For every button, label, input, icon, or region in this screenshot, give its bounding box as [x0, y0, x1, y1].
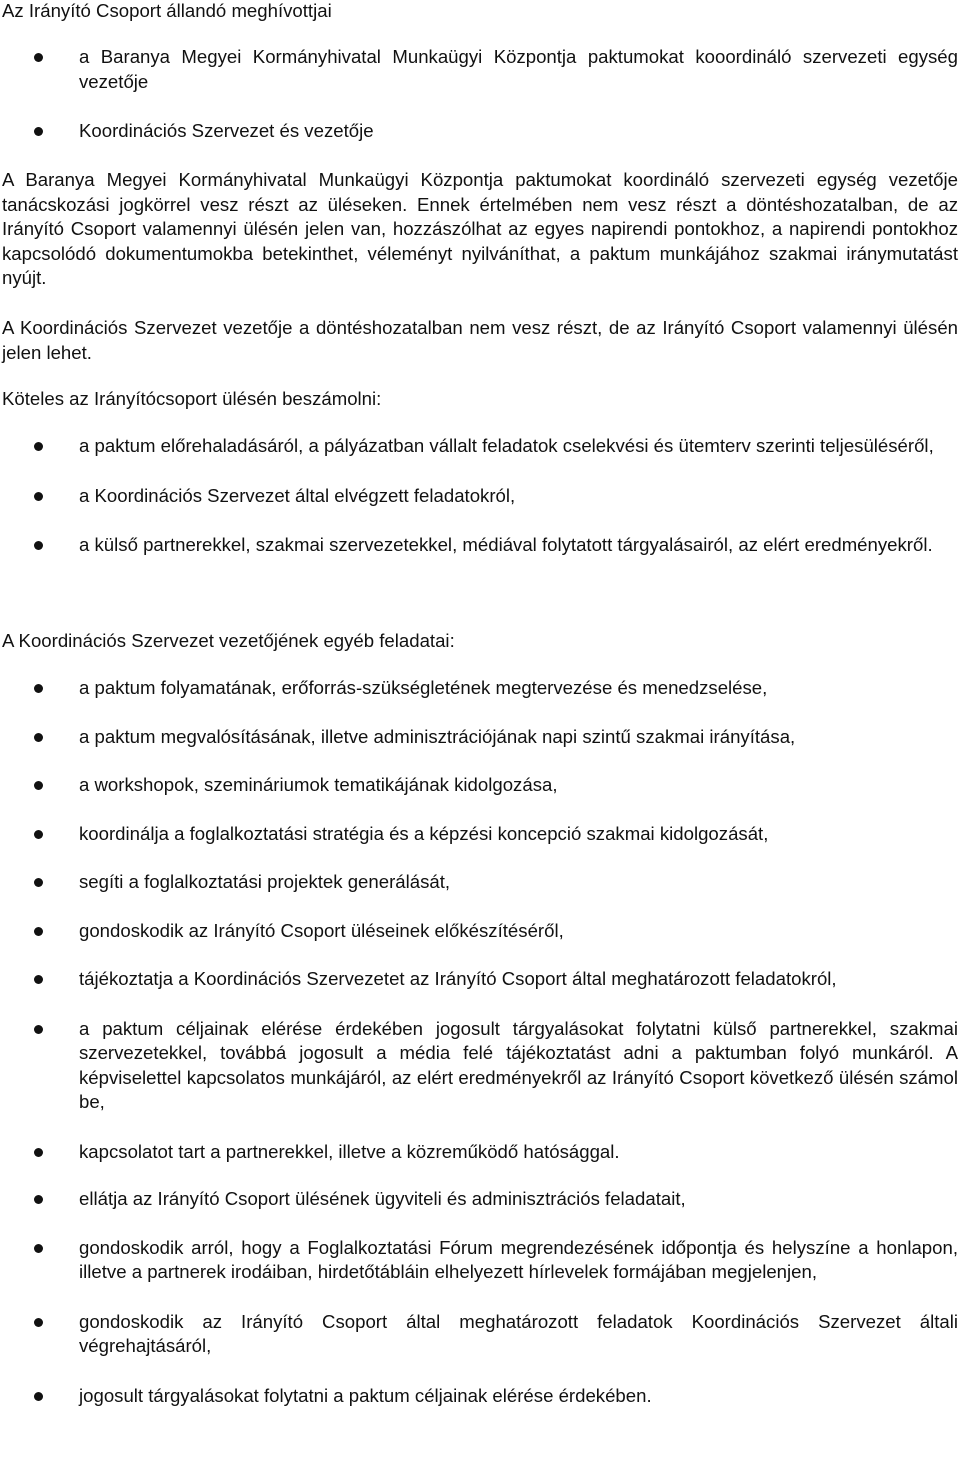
section-heading: Az Irányító Csoport állandó meghívottjai — [2, 0, 332, 21]
list-item: a paktum megvalósításának, illetve adminisztrációjának napi szintű szakmai irányítása, — [0, 725, 960, 750]
paragraph: A Baranya Megyei Kormányhivatal Munkaügyi Központja paktumokat koordináló szervezeti egység vezetője tanácskozási jogkörrel vesz részt az üléseken. Ennek értelmében nem vesz részt a döntéshozatalban, de az Irányító Csoport valamennyi ülésén jelen van, hozzászólhat az egyes napirendi pontokhoz, a napirendi pontokhoz kapcsolódó dokumentumokba betekinthet, véleményt nyilváníthat, a paktum munkájához szakmai iránymutatást nyújt. — [2, 169, 958, 288]
list-item: gondoskodik arról, hogy a Foglalkoztatási Fórum megrendezésének időpontja és helyszíne a honlapon, illetve a partnerek irodáiban, hirdetőtábláin elhelyezett hírlevelek formájában megjelenjen, — [0, 1236, 960, 1285]
bullet-icon — [34, 492, 43, 501]
bullet-icon — [34, 541, 43, 550]
bullet-icon — [34, 975, 43, 984]
paragraph: A Koordinációs Szervezet vezetőjének egyéb feladatai: — [2, 630, 455, 651]
list-item: a Koordinációs Szervezet által elvégzett feladatokról, — [0, 484, 960, 509]
bullet-icon — [34, 1148, 43, 1157]
paragraph: Köteles az Irányítócsoport ülésén beszámolni: — [2, 388, 382, 409]
bullet-icon — [34, 830, 43, 839]
list-item: segíti a foglalkoztatási projektek generálását, — [0, 870, 960, 895]
list-item: a workshopok, szemináriumok tematikájának kidolgozása, — [0, 773, 960, 798]
paragraph: A Koordinációs Szervezet vezetője a döntéshozatalban nem vesz részt, de az Irányító Csoport valamennyi ülésén jelen lehet. — [2, 317, 958, 363]
list-item: gondoskodik az Irányító Csoport által meghatározott feladatok Koordinációs Szervezet általi végrehajtásáról, — [0, 1310, 960, 1359]
list-item: tájékoztatja a Koordinációs Szervezetet az Irányító Csoport által meghatározott feladatokról, — [0, 967, 960, 992]
bullet-icon — [34, 781, 43, 790]
invitees-list — [0, 45, 960, 144]
list-item: Koordinációs Szervezet és vezetője — [0, 119, 960, 144]
bullet-icon — [34, 53, 43, 62]
list-item: jogosult tárgyalásokat folytatni a paktum céljainak elérése érdekében. — [0, 1384, 960, 1409]
list-item: a külső partnerekkel, szakmai szervezetekkel, médiával folytatott tárgyalásairól, az elért eredményekről. — [0, 533, 960, 558]
list-item: a paktum folyamatának, erőforrás-szükségletének megtervezése és menedzselése, — [0, 676, 960, 701]
bullet-icon — [34, 1318, 43, 1327]
list-item: ellátja az Irányító Csoport ülésének ügyviteli és adminisztrációs feladatait, — [0, 1187, 960, 1212]
list-item: a Baranya Megyei Kormányhivatal Munkaügyi Központja paktumokat kooordináló szervezeti egység vezetője — [0, 45, 960, 94]
bullet-icon — [34, 878, 43, 887]
bullet-icon — [34, 733, 43, 742]
bullet-icon — [34, 927, 43, 936]
list-item: gondoskodik az Irányító Csoport üléseinek előkészítéséről, — [0, 919, 960, 944]
bullet-icon — [34, 1195, 43, 1204]
bullet-icon — [34, 1392, 43, 1401]
bullet-icon — [34, 442, 43, 451]
list-item: a paktum előrehaladásáról, a pályázatban vállalt feladatok cselekvési és ütemterv szerinti teljesüléséről, — [0, 434, 960, 459]
bullet-icon — [34, 127, 43, 136]
list-item: a paktum céljainak elérése érdekében jogosult tárgyalásokat folytatni külső partnerekkel, szakmai szervezetekkel, továbbá jogosult a média felé tájékoztatást adni a paktumban folyó munkáról. A képviselettel kapcsolatos munkájáról, az elért eredményekről az Irányító Csoport következő ülésén számol be, — [0, 1017, 960, 1115]
bullet-icon — [34, 1025, 43, 1034]
reporting-list — [0, 434, 960, 558]
list-item: koordinálja a foglalkoztatási stratégia és a képzési koncepció szakmai kidolgozását, — [0, 822, 960, 847]
list-item: kapcsolatot tart a partnerekkel, illetve a közreműködő hatósággal. — [0, 1140, 960, 1165]
duties-list — [0, 676, 960, 1408]
bullet-icon — [34, 1244, 43, 1253]
bullet-icon — [34, 684, 43, 693]
